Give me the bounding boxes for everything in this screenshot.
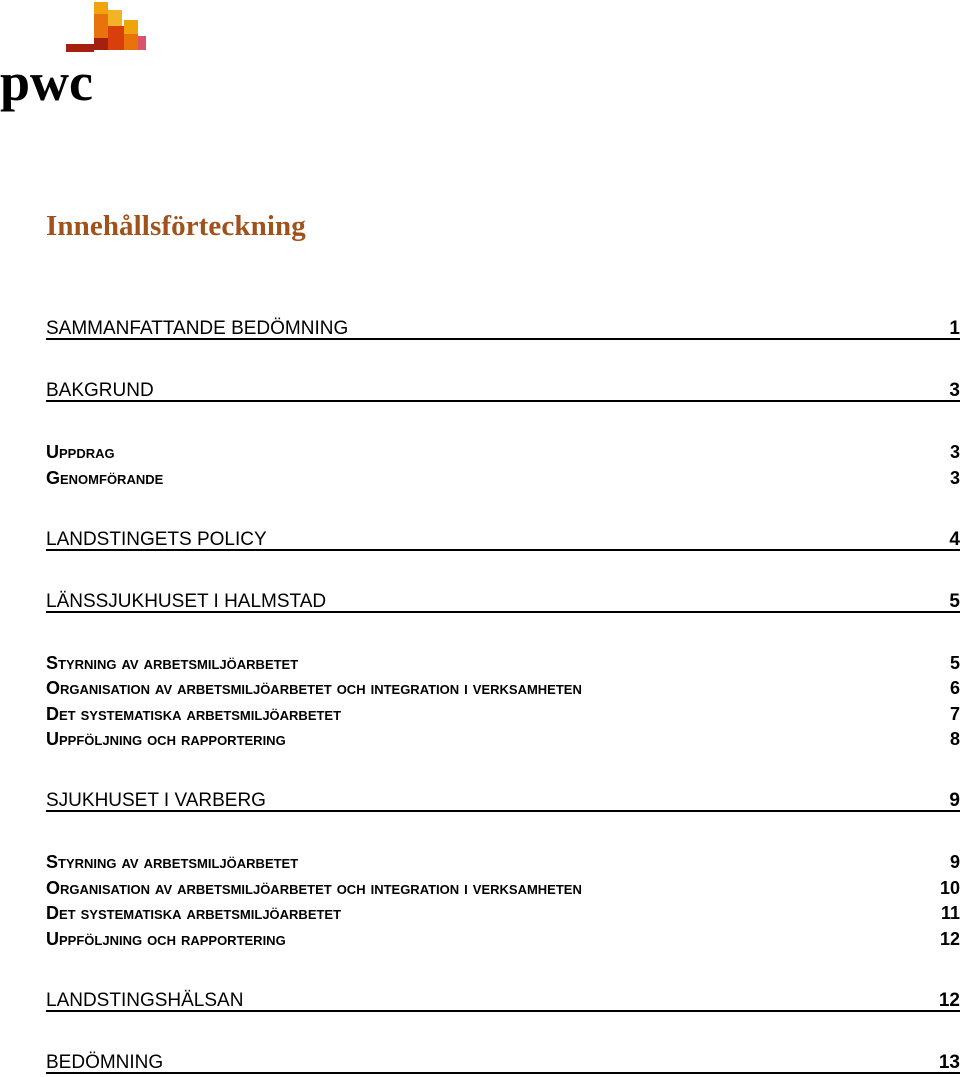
- toc-entry-page-number: 1: [949, 318, 960, 339]
- toc-subsection-entry[interactable]: [46, 463, 960, 487]
- toc-entry-page-number: 5: [949, 652, 960, 673]
- toc-subsection-entry[interactable]: [46, 873, 960, 897]
- toc-entry-label: Genomförande: [46, 467, 164, 488]
- toc-subsection-entry[interactable]: [46, 673, 960, 697]
- toc-section-entry[interactable]: [46, 1047, 960, 1074]
- toc-subsection-entry[interactable]: [46, 898, 960, 922]
- toc-entry-page-number: 12: [939, 928, 960, 949]
- toc-entry-page-number: 9: [949, 852, 960, 872]
- logo-block: [108, 26, 124, 50]
- toc-entry-label: Styrning av arbetsmiljöarbetet: [46, 852, 299, 872]
- logo-block: [66, 44, 94, 52]
- toc-section-entry[interactable]: [46, 524, 960, 551]
- toc-title: Innehållsförteckning: [46, 210, 306, 242]
- logo-block: [94, 2, 108, 14]
- toc-section-entry[interactable]: [46, 985, 960, 1012]
- pwc-logo-graphic: [0, 0, 160, 120]
- toc-entry-page-number: 10: [939, 877, 960, 898]
- toc-subsection-entry[interactable]: [46, 847, 960, 871]
- toc-entry-page-number: 5: [949, 590, 960, 612]
- toc-entry-label: LANDSTINGSHÄLSAN: [46, 989, 244, 1011]
- toc-entry-label: BAKGRUND: [46, 380, 154, 401]
- toc-entry-page-number: 3: [949, 380, 960, 401]
- toc-entry-page-number: 4: [949, 528, 960, 550]
- toc-subsection-entry[interactable]: [46, 437, 960, 461]
- toc-entry-label: LÄNSSJUKHUSET I HALMSTAD: [46, 590, 327, 612]
- toc-entry-page-number: 12: [938, 989, 960, 1011]
- logo-block: [138, 36, 146, 50]
- toc-entry-label: Uppföljning och rapportering: [46, 729, 286, 749]
- logo-block: [124, 34, 138, 50]
- toc-entry-page-number: 8: [949, 729, 960, 749]
- toc-subsection-entry[interactable]: [46, 648, 960, 672]
- toc-entry-label: Det systematiska arbetsmiljöarbetet: [46, 703, 342, 724]
- toc-entry-label: SJUKHUSET I VARBERG: [46, 790, 266, 811]
- toc-entry-label: LANDSTINGETS POLICY: [46, 528, 267, 550]
- toc-entry-page-number: 13: [938, 1051, 960, 1073]
- toc-section-entry[interactable]: [46, 586, 960, 613]
- toc-subsection-entry[interactable]: [46, 924, 960, 948]
- logo-wordmark: pwc: [0, 52, 93, 112]
- toc-section-entry[interactable]: [46, 375, 960, 402]
- toc-entry-label: Styrning av arbetsmiljöarbetet: [46, 652, 299, 673]
- toc-section-entry[interactable]: [46, 785, 960, 812]
- logo-block: [124, 20, 138, 34]
- toc-entry-label: Organisation av arbetsmiljöarbetet och integration i verksamheten: [46, 877, 582, 898]
- toc-entry-label: Uppföljning och rapportering: [46, 928, 286, 949]
- toc-entry-page-number: 7: [949, 703, 960, 724]
- logo-block: [94, 38, 108, 50]
- toc-entry-label: Organisation av arbetsmiljöarbetet och integration i verksamheten: [46, 678, 582, 698]
- toc-entry-page-number: 11: [940, 903, 960, 923]
- toc-entry-label: SAMMANFATTANDE BEDÖMNING: [46, 318, 349, 339]
- toc-subsection-entry[interactable]: [46, 699, 960, 723]
- logo-block: [94, 14, 108, 38]
- toc-entry-label: BEDÖMNING: [46, 1051, 164, 1073]
- toc-entry-page-number: 3: [949, 467, 960, 488]
- toc-entry-page-number: 9: [949, 790, 960, 811]
- logo-block: [108, 10, 122, 26]
- toc-entry-page-number: 3: [949, 442, 960, 462]
- toc-entry-page-number: 6: [949, 678, 960, 698]
- toc-entry-label: Uppdrag: [46, 442, 115, 462]
- toc-section-entry[interactable]: [46, 313, 960, 340]
- pwc-logo: [0, 0, 160, 120]
- toc-entry-label: Det systematiska arbetsmiljöarbetet: [46, 903, 342, 923]
- toc-subsection-entry[interactable]: [46, 724, 960, 748]
